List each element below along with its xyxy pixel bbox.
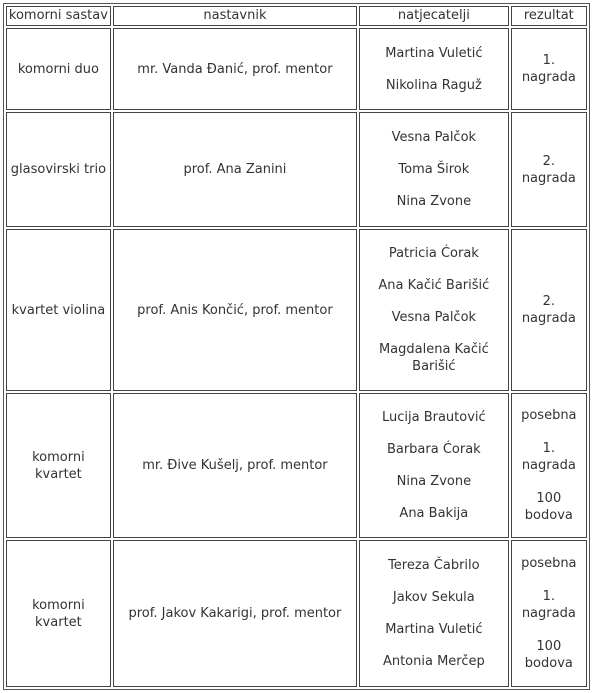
result-text: 1. nagrada — [521, 589, 576, 621]
competitors-cell — [359, 28, 509, 110]
competitor-name: Ana Bakija — [399, 506, 469, 521]
result-text: posebna — [521, 408, 577, 423]
competitors-cell — [359, 112, 509, 227]
result-text: 2. nagrada — [521, 294, 576, 326]
result-text: 100 bodova — [524, 639, 573, 671]
result-text: 2. nagrada — [521, 153, 576, 186]
competitor-name: Nina Zvone — [396, 194, 472, 209]
result-cell — [511, 540, 587, 687]
competitor-name: Magdalena Kačić Barišić — [378, 342, 489, 374]
table-row — [6, 229, 587, 391]
table-row — [6, 112, 587, 227]
result-text: 100 bodova — [524, 491, 573, 523]
teacher-cell: prof. Jakov Kakarigi, prof. mentor — [113, 540, 357, 687]
competitor-name: Patricia Ćorak — [388, 246, 479, 261]
competitor-name: Nina Zvone — [396, 474, 472, 489]
competitor-name: Barbara Ćorak — [386, 442, 481, 457]
teacher-cell: mr. Vanda Đanić, prof. mentor — [113, 28, 357, 110]
result-cell — [511, 393, 587, 538]
teacher-cell: mr. Đive Kušelj, prof. mentor — [113, 393, 357, 538]
competitor-name: Jakov Sekula — [392, 590, 475, 605]
teacher-cell: prof. Anis Končić, prof. mentor — [113, 229, 357, 391]
result-text: posebna — [521, 556, 577, 571]
competitor-name: Ana Kačić Barišić — [378, 278, 490, 293]
ensemble-cell: komorni kvartet — [6, 540, 111, 687]
competitors-cell — [359, 229, 509, 391]
competitor-name: Martina Vuletić — [385, 622, 483, 637]
result-cell — [511, 112, 587, 227]
competitor-name: Vesna Palčok — [391, 310, 477, 325]
competitor-name: Toma Širok — [398, 162, 470, 177]
result-cell — [511, 229, 587, 391]
results-table — [3, 3, 590, 690]
result-text: 1. nagrada — [521, 441, 576, 473]
header-competitors: natjecatelji — [359, 6, 509, 26]
header-ensemble: komorni sastav — [6, 6, 111, 26]
result-cell — [511, 28, 587, 110]
competitor-name: Antonia Merčep — [382, 654, 485, 669]
table-row — [6, 540, 587, 687]
header-row — [6, 6, 587, 26]
ensemble-cell: komorni duo — [6, 28, 111, 110]
competitors-cell — [359, 393, 509, 538]
competitor-name: Nikolina Raguž — [385, 77, 482, 93]
ensemble-cell: glasovirski trio — [6, 112, 111, 227]
ensemble-cell: kvartet violina — [6, 229, 111, 391]
result-text: 1. nagrada — [521, 53, 576, 85]
competitor-name: Martina Vuletić — [385, 45, 483, 61]
header-result: rezultat — [511, 6, 587, 26]
competitor-name: Lucija Brautović — [381, 410, 486, 425]
teacher-cell: prof. Ana Zanini — [113, 112, 357, 227]
ensemble-cell: komorni kvartet — [6, 393, 111, 538]
competitors-cell — [359, 540, 509, 687]
header-teacher: nastavnik — [113, 6, 357, 26]
competitor-name: Vesna Palčok — [391, 130, 477, 145]
table-row — [6, 393, 587, 538]
table-row — [6, 28, 587, 110]
competitor-name: Tereza Čabrilo — [388, 558, 480, 573]
